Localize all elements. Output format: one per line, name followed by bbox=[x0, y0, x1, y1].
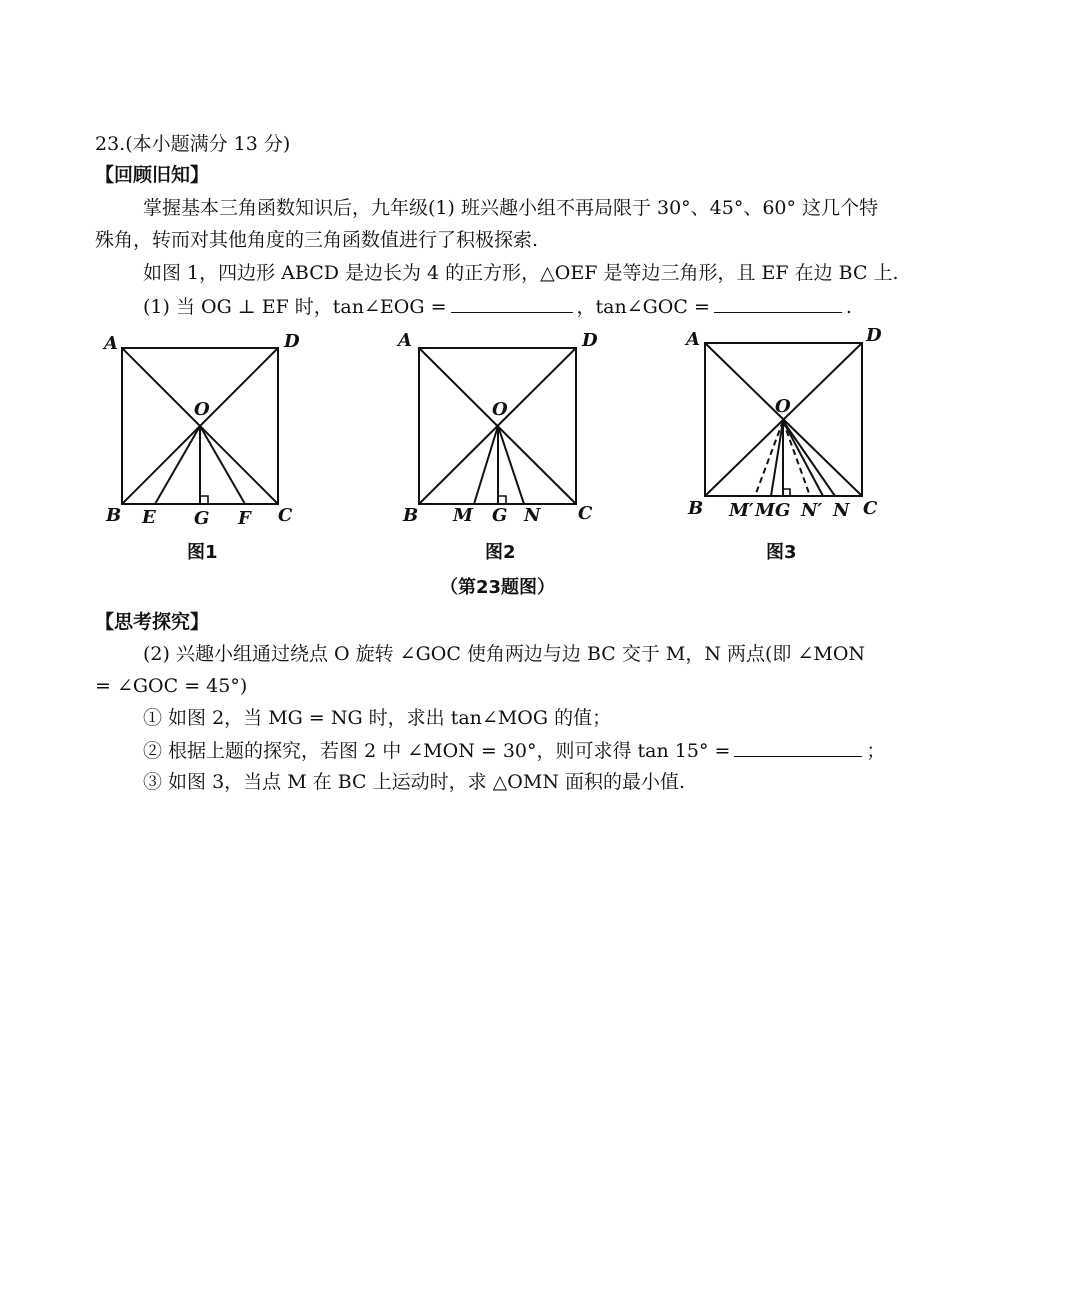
question-2-c: ③ 如图 3，当点 M 在 BC 上运动时，求 △OMN 面积的最小值. bbox=[143, 771, 686, 793]
label-a: A bbox=[398, 330, 412, 351]
label-c: C bbox=[578, 503, 593, 524]
figure-3-svg bbox=[683, 320, 903, 565]
label-o: O bbox=[775, 396, 791, 417]
label-b: B bbox=[106, 505, 122, 526]
label-f: F bbox=[238, 508, 251, 529]
label-o: O bbox=[194, 399, 210, 420]
label-a: A bbox=[686, 329, 700, 350]
question-1-part2: ，tan∠GOC = bbox=[576, 296, 710, 318]
label-n: N bbox=[524, 505, 541, 526]
problem-header: 23.(本小题满分 13 分) bbox=[95, 133, 291, 155]
label-m: M bbox=[755, 500, 775, 521]
figure-1-svg bbox=[95, 325, 320, 570]
given-statement: 如图 1，四边形 ABCD 是边长为 4 的正方形，△OEF 是等边三角形，且 EF 在边 BC 上. bbox=[143, 262, 899, 284]
figure-1 bbox=[95, 325, 320, 570]
question-2-b-text: ② 根据上题的探究，若图 2 中 ∠MON = 30°，则可求得 tan 15° = bbox=[143, 740, 731, 762]
question-2-line-1: (2) 兴趣小组通过绕点 O 旋转 ∠GOC 使角两边与边 BC 交于 M，N 两点(即 ∠MON bbox=[143, 643, 866, 665]
question-2-a: ① 如图 2，当 MG = NG 时，求出 tan∠MOG 的值； bbox=[143, 707, 612, 729]
segment-on bbox=[783, 421, 835, 496]
label-d: D bbox=[582, 330, 598, 351]
label-g: G bbox=[194, 508, 210, 529]
label-b: B bbox=[688, 498, 704, 519]
label-m: M bbox=[453, 505, 473, 526]
section-title-explore: 【思考探究】 bbox=[95, 611, 210, 633]
answer-blank-tan-eog[interactable] bbox=[451, 294, 573, 313]
right-angle-mark bbox=[783, 489, 790, 496]
label-a: A bbox=[104, 333, 118, 354]
segment-on-2 bbox=[783, 421, 823, 496]
question-1 bbox=[143, 294, 852, 319]
question-2-line-2: = ∠GOC = 45°) bbox=[95, 675, 248, 697]
label-g: G bbox=[775, 500, 791, 521]
section-title-review: 【回顾旧知】 bbox=[95, 164, 210, 186]
label-e: E bbox=[142, 507, 156, 528]
segment-on bbox=[498, 426, 524, 504]
label-g: G bbox=[492, 505, 508, 526]
label-b: B bbox=[403, 505, 419, 526]
intro-line-2: 殊角，转而对其他角度的三角函数值进行了积极探索. bbox=[95, 229, 539, 251]
figure-2-svg bbox=[393, 325, 618, 570]
right-angle-mark bbox=[200, 496, 208, 504]
label-c: C bbox=[278, 505, 293, 526]
segment-om bbox=[771, 421, 783, 496]
figure-3-caption: 图3 bbox=[766, 542, 797, 563]
figure-group-caption: （第23题图） bbox=[440, 577, 556, 598]
figure-2 bbox=[393, 325, 618, 570]
figure-3 bbox=[683, 320, 903, 565]
right-angle-mark bbox=[498, 496, 506, 504]
figure-1-caption: 图1 bbox=[187, 542, 218, 563]
label-m-prime: M′ bbox=[729, 500, 754, 521]
question-2-b bbox=[143, 738, 885, 763]
figure-2-caption: 图2 bbox=[485, 542, 516, 563]
question-1-end: . bbox=[845, 296, 852, 318]
question-1-part1: (1) 当 OG ⊥ EF 时，tan∠EOG = bbox=[143, 296, 447, 318]
answer-blank-tan15[interactable] bbox=[734, 738, 862, 757]
label-o: O bbox=[492, 399, 508, 420]
label-n-prime: N′ bbox=[801, 500, 823, 521]
intro-line-1: 掌握基本三角函数知识后，九年级(1) 班兴趣小组不再局限于 30°、45°、60° 这几个特 bbox=[143, 197, 879, 219]
label-d: D bbox=[284, 331, 300, 352]
label-c: C bbox=[863, 498, 878, 519]
answer-blank-tan-goc[interactable] bbox=[714, 294, 842, 313]
question-2-b-end: ； bbox=[866, 740, 886, 762]
label-d: D bbox=[866, 325, 882, 346]
label-n: N bbox=[833, 500, 850, 521]
